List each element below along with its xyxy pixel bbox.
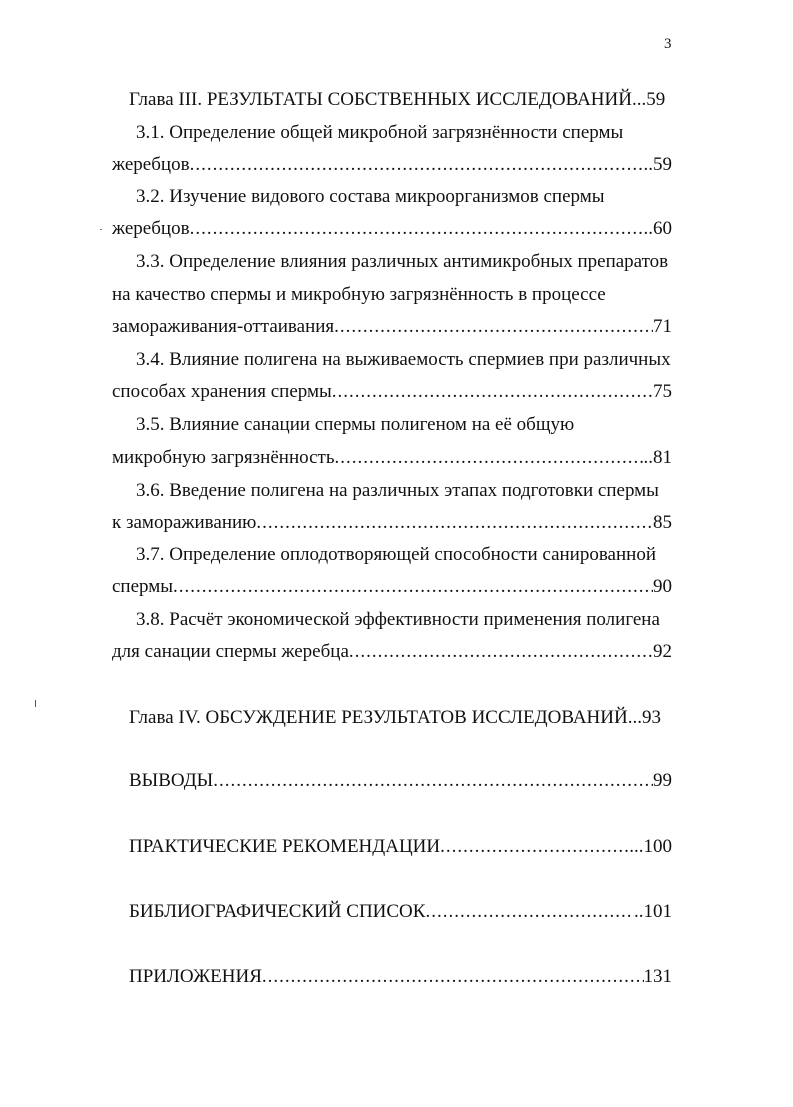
dot-leader — [425, 900, 634, 924]
dot-leader — [173, 575, 653, 599]
dot-leader — [332, 380, 653, 404]
dot-leader — [213, 769, 653, 793]
toc-section-3-8-title-end: для санации спермы жеребца — [112, 641, 349, 662]
toc-section-3-5-page: ..81 — [643, 447, 672, 468]
toc-section-3-8-page: 92 — [653, 641, 672, 662]
toc-section-3-5-line1: 3.5. Влияние санации спермы полигеном на её общую — [136, 414, 575, 435]
toc-appendices-title: ПРИЛОЖЕНИЯ — [129, 966, 262, 987]
scan-artifact — [100, 229, 102, 230]
toc-section-3-2-line1: 3.2. Изучение видового состава микроорганизмов спермы — [136, 186, 605, 207]
toc-recommendations — [129, 835, 672, 859]
dot-leader — [334, 315, 653, 339]
scan-artifact — [35, 700, 36, 707]
toc-section-3-4-entry — [112, 380, 672, 404]
toc-recommendations-page: ...100 — [629, 836, 672, 857]
toc-chapter-3 — [129, 88, 672, 112]
toc-section-3-8-line1: 3.8. Расчёт экономической эффективности применения полигена — [136, 609, 660, 630]
toc-section-3-5-title-end: микробную загрязнённость — [112, 447, 335, 468]
toc-section-3-7-line1: 3.7. Определение оплодотворяющей способности санированной — [136, 544, 656, 565]
toc-section-3-1-title-end: жеребцов — [112, 154, 190, 175]
toc-section-3-2-title-end: жеребцов — [112, 218, 190, 239]
toc-section-3-6-page: 85 — [653, 512, 672, 533]
dot-leader — [349, 640, 653, 664]
toc-section-3-1-page: ..59 — [643, 154, 672, 175]
toc-section-3-2-entry — [112, 217, 672, 241]
dot-leader — [440, 835, 629, 859]
toc-recommendations-title: ПРАКТИЧЕСКИЕ РЕКОМЕНДАЦИИ — [129, 836, 441, 857]
toc-section-3-4-line1: 3.4. Влияние полигена на выживаемость спермиев при различных — [136, 349, 671, 370]
page-number: 3 — [664, 36, 672, 52]
toc-appendices — [129, 965, 672, 989]
toc-section-3-6-entry — [112, 511, 672, 535]
toc-section-3-7-entry — [112, 575, 672, 599]
toc-conclusions-title: ВЫВОДЫ — [129, 770, 214, 791]
dot-leader — [335, 446, 644, 470]
toc-appendices-page: 131 — [643, 966, 672, 987]
toc-section-3-5-entry — [112, 446, 672, 470]
toc-bibliography-page: ..101 — [634, 901, 672, 922]
toc-section-3-6-line1: 3.6. Введение полигена на различных этапах подготовки спермы — [136, 480, 659, 501]
toc-section-3-3-line1: 3.3. Определение влияния различных антимикробных препаратов — [136, 251, 669, 272]
toc-chapter-4 — [129, 706, 672, 730]
toc-conclusions — [129, 769, 672, 793]
toc-bibliography — [129, 900, 672, 924]
toc-section-3-4-page: 75 — [653, 381, 672, 402]
toc-section-3-3-entry — [112, 315, 672, 339]
toc-section-3-3-title-end: замораживания-оттаивания — [112, 316, 335, 337]
toc-section-3-2-page: ..60 — [643, 218, 672, 239]
dot-leader — [256, 511, 653, 535]
toc-chapter-3-page: ...59 — [631, 89, 666, 110]
toc-conclusions-page: 99 — [653, 770, 672, 791]
toc-section-3-7-title-end: спермы — [112, 576, 174, 597]
toc-section-3-3-line2: на качество спермы и микробную загрязнённость в процессе — [112, 284, 606, 305]
toc-section-3-1-line1: 3.1. Определение общей микробной загрязнённости спермы — [136, 122, 624, 143]
toc-section-3-6-title-end: к замораживанию — [112, 512, 257, 533]
toc-chapter-4-page: ...93 — [627, 707, 661, 728]
toc-section-3-3-page: 71 — [653, 316, 672, 337]
toc-section-3-1-entry — [112, 153, 672, 177]
toc-section-3-4-title-end: способах хранения спермы — [112, 381, 332, 402]
toc-bibliography-title: БИБЛИОГРАФИЧЕСКИЙ СПИСОК — [129, 901, 426, 922]
toc-section-3-8-entry — [112, 640, 672, 664]
dot-leader — [190, 217, 644, 241]
dot-leader — [190, 153, 644, 177]
toc-chapter-4-title: Глава IV. ОБСУЖДЕНИЕ РЕЗУЛЬТАТОВ ИССЛЕДОВАНИЙ — [129, 707, 628, 728]
dot-leader — [262, 965, 644, 989]
toc-section-3-7-page: 90 — [653, 576, 672, 597]
toc-chapter-3-title: Глава III. РЕЗУЛЬТАТЫ СОБСТВЕННЫХ ИССЛЕДОВАНИЙ — [129, 89, 632, 110]
